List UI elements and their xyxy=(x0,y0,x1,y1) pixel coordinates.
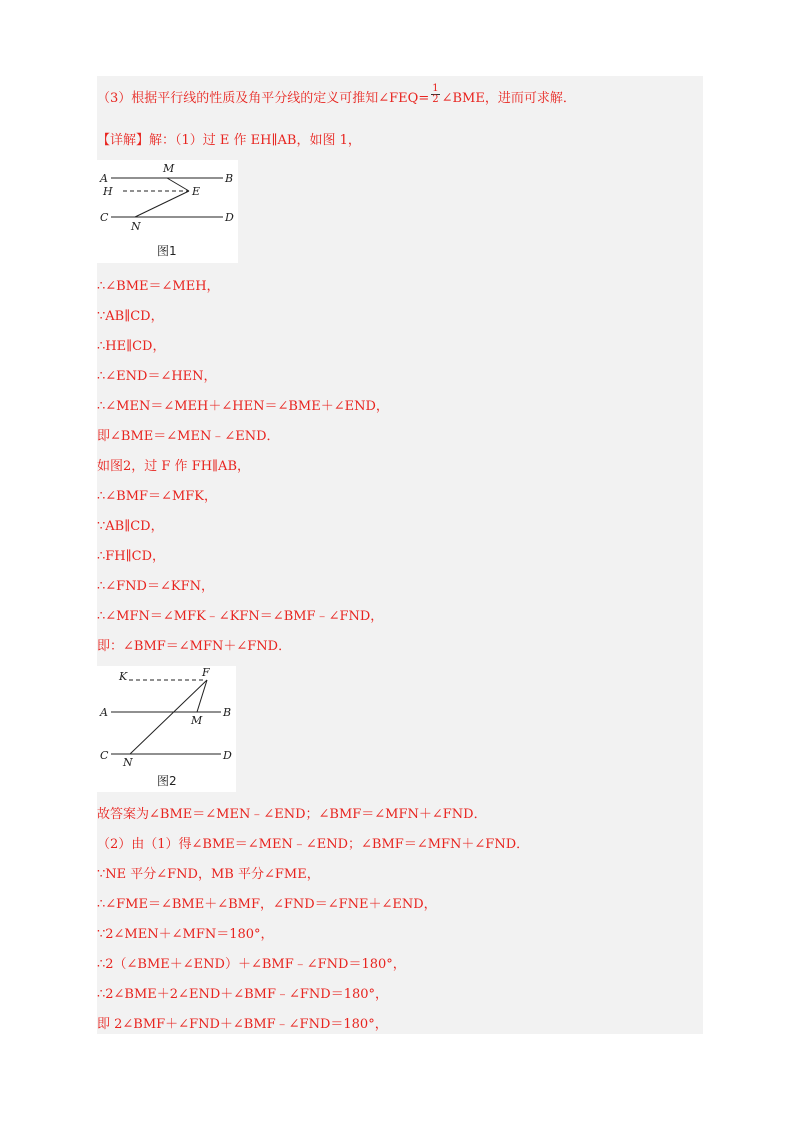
label-c: C xyxy=(100,211,109,224)
step-line: ∴∠FME＝∠BME＋∠BMF，∠FND＝∠FNE＋∠END， xyxy=(97,897,437,912)
step-line: ∴∠BMF＝∠MFK， xyxy=(97,489,217,504)
label-k: K xyxy=(119,670,128,683)
step-line: ∴∠FND＝∠KFN， xyxy=(97,579,214,594)
step-line: ∵AB∥CD， xyxy=(97,309,164,324)
detail-intro-text: 解：（1）过 E 作 EH∥AB，如图 1， xyxy=(149,133,361,148)
fraction-denominator: 2 xyxy=(432,94,439,105)
figure-2 xyxy=(97,666,236,792)
step-line: ∵2∠MEN＋∠MFN＝180°， xyxy=(97,927,274,942)
fraction-numerator: 1 xyxy=(432,83,439,94)
step-line: 即：∠BMF＝∠MFN＋∠FND． xyxy=(97,639,292,654)
label-a: A xyxy=(100,172,108,185)
step-line: 如图2，过 F 作 FH∥AB， xyxy=(97,459,250,474)
segment-me xyxy=(167,178,189,191)
step-line: ∴2（∠BME＋∠END）＋∠BMF﹣∠FND＝180°， xyxy=(97,957,406,972)
label-h: H xyxy=(103,185,113,198)
step-line: ∴∠END＝∠HEN， xyxy=(97,369,217,384)
label-d: D xyxy=(223,749,232,762)
step-line: ∴∠BME＝∠MEH， xyxy=(97,279,220,294)
step-line: ∴2∠BME＋2∠END＋∠BMF﹣∠FND＝180°， xyxy=(97,987,389,1002)
detail-heading xyxy=(97,132,361,150)
label-n: N xyxy=(131,220,141,233)
label-b: B xyxy=(225,172,234,185)
detail-tag: 【详解】 xyxy=(97,133,150,148)
step-line: ∵AB∥CD， xyxy=(97,519,164,534)
fraction-one-half xyxy=(431,84,439,105)
label-m: M xyxy=(191,714,203,727)
label-f: F xyxy=(202,666,210,679)
answer-line: 故答案为∠BME＝∠MEN﹣∠END；∠BMF＝∠MFN＋∠FND． xyxy=(97,807,487,822)
step-line: ∴FH∥CD， xyxy=(97,549,166,564)
step-line: ∵NE 平分∠FND，MB 平分∠FME， xyxy=(97,867,320,882)
label-m: M xyxy=(163,162,175,175)
label-b: B xyxy=(223,706,232,719)
label-a: A xyxy=(100,706,108,719)
step-line: 即∠BME＝∠MEN﹣∠END． xyxy=(97,429,280,444)
figure-1 xyxy=(97,160,238,263)
step-line: ∴∠MFN＝∠MFK﹣∠KFN＝∠BMF﹣∠FND， xyxy=(97,609,384,624)
label-e: E xyxy=(192,185,201,198)
step-line: ∴HE∥CD， xyxy=(97,339,166,354)
analysis-text: （3）根据平行线的性质及角平分线的定义可推知∠FEQ= xyxy=(97,91,430,106)
label-n: N xyxy=(123,756,133,769)
analysis-step-3 xyxy=(97,83,576,109)
figure-2-caption: 图2 xyxy=(157,774,177,788)
step-line: ∴∠MEN＝∠MEH＋∠HEN＝∠BME＋∠END， xyxy=(97,399,389,414)
step-line: （2）由（1）得∠BME＝∠MEN﹣∠END；∠BMF＝∠MFN＋∠FND． xyxy=(97,837,530,852)
segment-ne xyxy=(135,191,189,217)
analysis-text-end: ∠BME，进而可求解． xyxy=(441,91,576,106)
label-c: C xyxy=(100,749,109,762)
figure-1-caption: 图1 xyxy=(157,244,177,258)
step-line: 即 2∠BMF＋∠FND＋∠BMF﹣∠FND＝180°， xyxy=(97,1017,388,1032)
label-d: D xyxy=(225,211,234,224)
